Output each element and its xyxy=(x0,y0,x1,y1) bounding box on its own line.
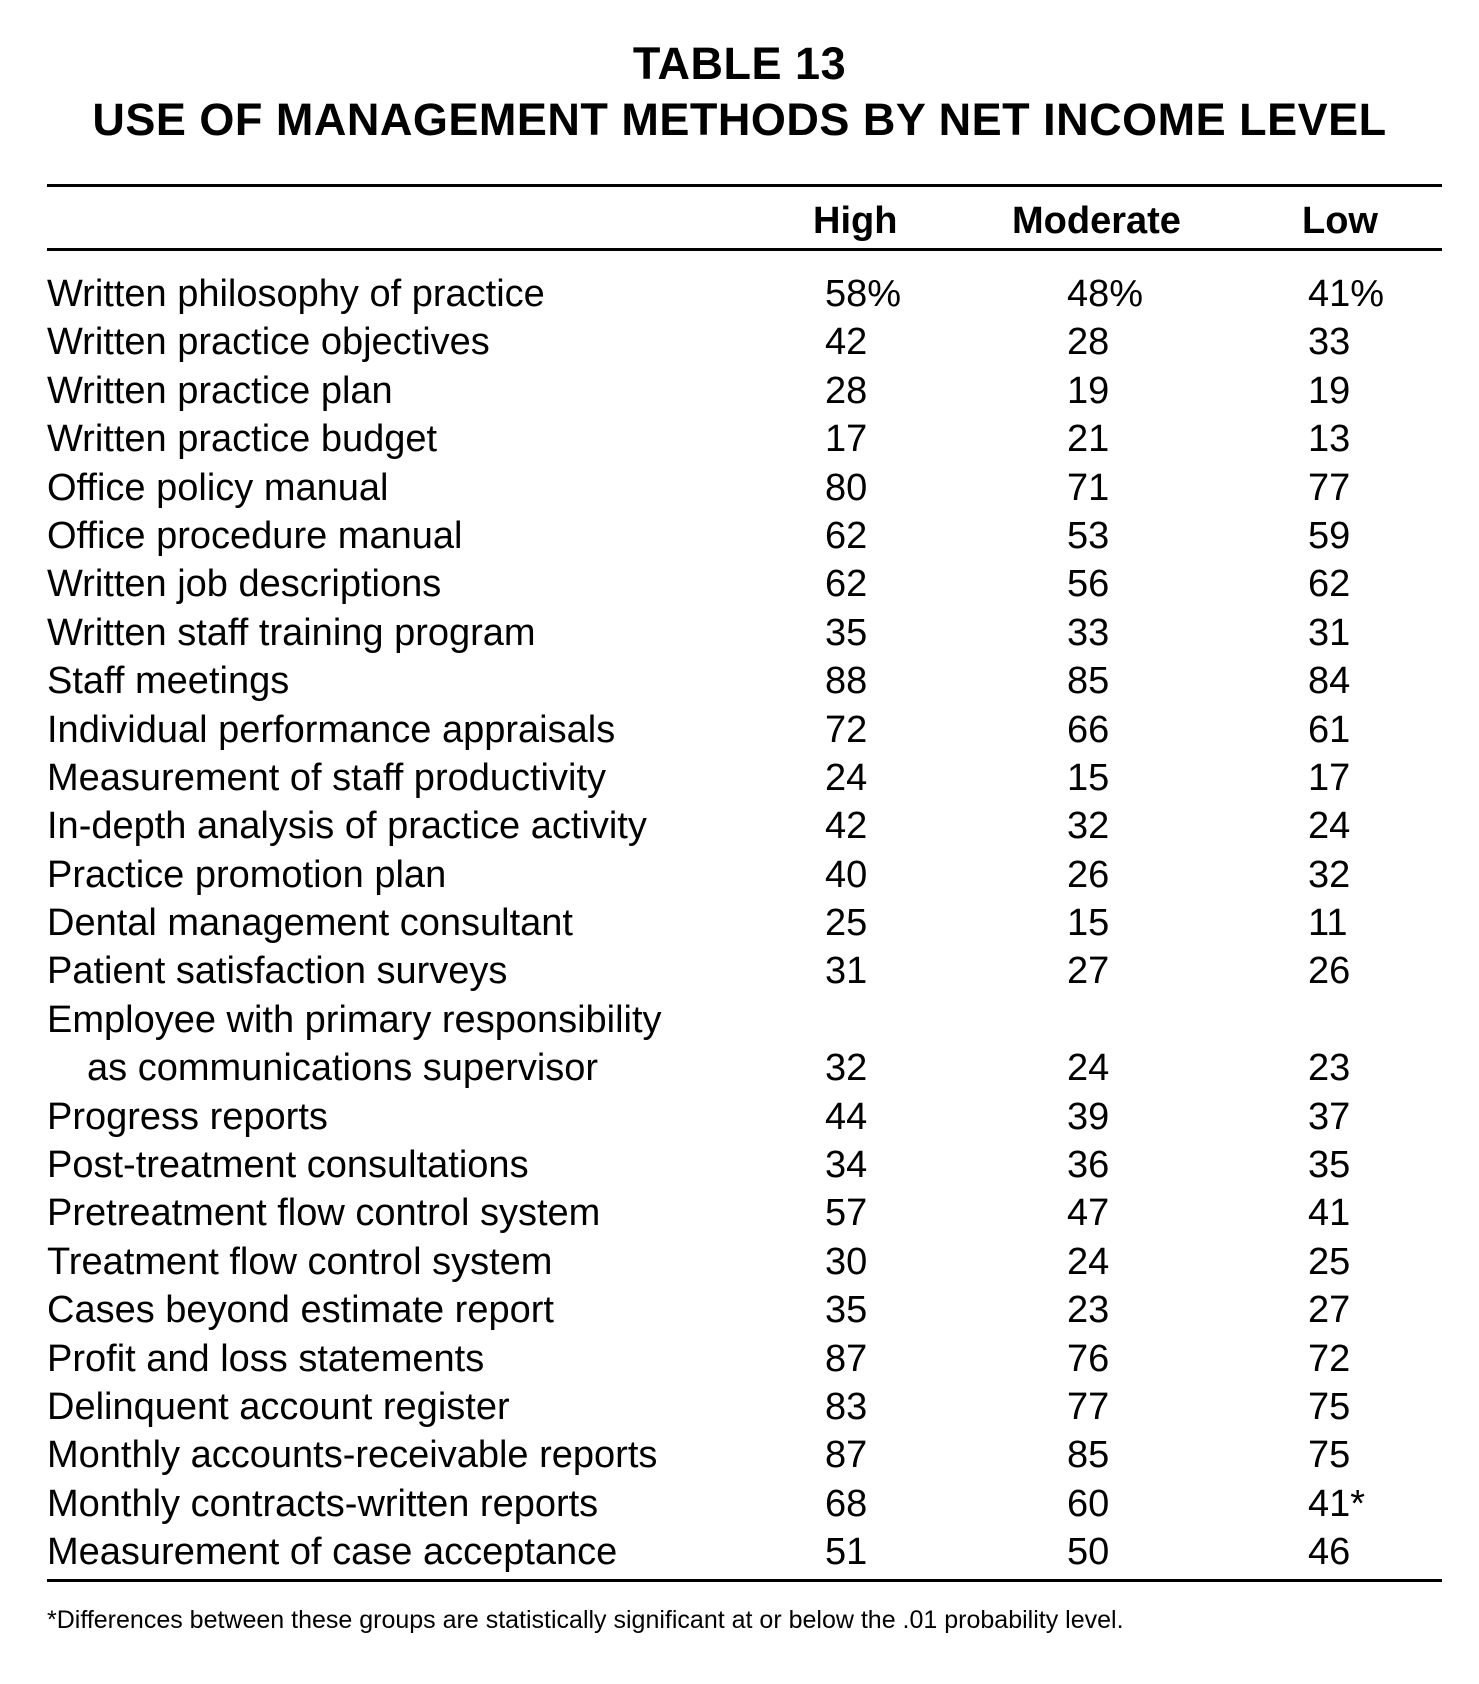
value-high: 40 xyxy=(825,853,868,896)
value-high: 88 xyxy=(825,660,868,703)
value-moderate: 15 xyxy=(1067,756,1110,799)
value-moderate: 23 xyxy=(1067,1289,1110,1332)
row-label xyxy=(47,560,441,608)
value-low: 77 xyxy=(1308,466,1351,509)
value-low: 72 xyxy=(1308,1337,1351,1380)
value-moderate: 39 xyxy=(1067,1095,1110,1138)
value-low: 23 xyxy=(1308,1047,1351,1090)
value-low: 17 xyxy=(1308,756,1351,799)
value-moderate: 53 xyxy=(1067,514,1110,557)
value-high: 72 xyxy=(825,708,868,751)
value-moderate: 48% xyxy=(1067,272,1144,315)
value-moderate: 85 xyxy=(1067,1434,1110,1477)
value-high: 25 xyxy=(825,902,868,945)
value-moderate: 50 xyxy=(1067,1531,1110,1574)
value-high: 68 xyxy=(825,1482,868,1525)
value-low: 35 xyxy=(1308,1144,1351,1187)
value-low: 25 xyxy=(1308,1240,1351,1283)
value-moderate: 33 xyxy=(1067,611,1110,654)
row-label-line: Written practice budget xyxy=(47,418,438,461)
value-moderate: 47 xyxy=(1067,1192,1110,1235)
row-label-line: Delinquent account register xyxy=(47,1386,510,1428)
value-low: 75 xyxy=(1308,1385,1351,1428)
table-row xyxy=(47,512,1442,560)
column-header-low: Low xyxy=(1302,200,1378,242)
table-row xyxy=(47,802,1442,850)
value-moderate: 19 xyxy=(1067,369,1110,412)
value-low: 59 xyxy=(1308,514,1351,557)
value-high: 42 xyxy=(825,321,868,364)
row-label-line: In-depth analysis of practice activity xyxy=(47,805,647,848)
value-moderate: 56 xyxy=(1067,563,1110,606)
value-high: 62 xyxy=(825,563,868,606)
value-low: 24 xyxy=(1308,805,1351,848)
value-moderate: 24 xyxy=(1067,1240,1110,1283)
table-row xyxy=(47,318,1442,366)
row-label-line: Dental management consultant xyxy=(47,902,573,945)
row-label-line: Pretreatment flow control system xyxy=(47,1192,601,1235)
value-low: 61 xyxy=(1308,708,1351,751)
table-row xyxy=(47,947,1442,995)
value-low: 75 xyxy=(1308,1434,1351,1477)
value-moderate: 76 xyxy=(1067,1337,1110,1380)
value-high: 87 xyxy=(825,1434,868,1477)
value-moderate: 71 xyxy=(1067,466,1110,509)
table-number: TABLE 13 xyxy=(632,38,847,89)
footnote: *Differences between these groups are statistically significant at or below the .01 probability level. xyxy=(47,1606,1124,1634)
row-label xyxy=(47,1383,510,1431)
row-label xyxy=(47,415,437,463)
row-label xyxy=(47,657,289,705)
row-label-line: Monthly contracts-written reports xyxy=(47,1482,599,1525)
value-high: 62 xyxy=(825,514,868,557)
row-label-line: Written philosophy of practice xyxy=(47,273,545,315)
value-moderate: 66 xyxy=(1067,708,1110,751)
value-high: 58% xyxy=(825,272,902,315)
value-low: 41* xyxy=(1308,1482,1366,1525)
value-moderate: 85 xyxy=(1067,660,1110,703)
table-row xyxy=(47,706,1442,754)
row-label xyxy=(47,1528,617,1576)
value-high: 35 xyxy=(825,611,868,654)
table-row xyxy=(47,1093,1442,1141)
row-label xyxy=(47,899,573,947)
row-label-line: Office procedure manual xyxy=(47,514,463,557)
value-low: 26 xyxy=(1308,950,1351,993)
value-high: 17 xyxy=(825,418,868,461)
row-label xyxy=(47,367,393,415)
value-high: 30 xyxy=(825,1240,868,1283)
value-low: 32 xyxy=(1308,853,1351,896)
value-low: 27 xyxy=(1308,1289,1351,1332)
row-label xyxy=(47,1238,552,1286)
row-label-line: Employee with primary responsibility xyxy=(47,998,662,1041)
value-moderate: 60 xyxy=(1067,1482,1110,1525)
row-label xyxy=(47,1431,657,1479)
row-label-line: Staff meetings xyxy=(47,660,290,703)
row-label xyxy=(47,464,388,512)
table-title: USE OF MANAGEMENT METHODS BY NET INCOME LEVEL xyxy=(92,94,1387,145)
value-moderate: 36 xyxy=(1067,1144,1110,1187)
value-moderate: 28 xyxy=(1067,321,1110,364)
value-moderate: 24 xyxy=(1067,1047,1110,1090)
table-body xyxy=(47,270,1442,1577)
row-label xyxy=(47,1286,554,1334)
bottom-rule xyxy=(47,1579,1442,1582)
row-label xyxy=(47,706,615,754)
row-label-line: Cases beyond estimate report xyxy=(47,1289,554,1332)
value-low: 62 xyxy=(1308,563,1351,606)
value-high: 42 xyxy=(825,805,868,848)
value-moderate: 15 xyxy=(1067,902,1110,945)
row-label-line: Written staff training program xyxy=(47,611,536,654)
value-high: 32 xyxy=(825,1047,868,1090)
row-label-line: Practice promotion plan xyxy=(47,853,447,896)
row-label xyxy=(47,318,490,366)
table-row xyxy=(47,1335,1442,1383)
row-label-line: Post-treatment consultations xyxy=(47,1144,529,1187)
value-moderate: 77 xyxy=(1067,1385,1110,1428)
value-high: 34 xyxy=(825,1144,868,1187)
table-row xyxy=(47,367,1442,415)
table-row xyxy=(47,464,1442,512)
row-label-line: Treatment flow control system xyxy=(47,1240,553,1283)
table-row xyxy=(47,1431,1442,1479)
value-moderate: 26 xyxy=(1067,853,1110,896)
row-label xyxy=(47,754,606,802)
value-high: 28 xyxy=(825,369,868,412)
row-label-line: Measurement of staff productivity xyxy=(47,756,606,799)
row-label xyxy=(47,609,536,657)
row-label xyxy=(47,512,462,560)
table-row xyxy=(47,1189,1442,1237)
table-row xyxy=(47,415,1442,463)
table-row xyxy=(47,1238,1442,1286)
value-high: 83 xyxy=(825,1385,868,1428)
value-low: 11 xyxy=(1308,902,1348,945)
value-high: 80 xyxy=(825,466,868,509)
row-label-line: Office policy manual xyxy=(47,466,389,509)
value-low: 37 xyxy=(1308,1095,1351,1138)
value-low: 19 xyxy=(1308,369,1351,412)
row-label xyxy=(47,1189,600,1237)
column-header-high: High xyxy=(813,200,898,242)
row-label-line: Patient satisfaction surveys xyxy=(47,950,508,993)
table-row xyxy=(47,657,1442,705)
row-label xyxy=(47,947,507,995)
table-row xyxy=(47,851,1442,899)
value-high: 24 xyxy=(825,756,868,799)
top-rule xyxy=(47,184,1442,187)
row-label-line: Monthly accounts-receivable reports xyxy=(47,1434,658,1477)
table-row xyxy=(47,754,1442,802)
value-low: 31 xyxy=(1308,611,1351,654)
value-low: 84 xyxy=(1308,660,1351,703)
table-row xyxy=(47,1141,1442,1189)
row-label-continuation: as communications supervisor xyxy=(87,1047,599,1090)
row-label xyxy=(47,1093,328,1141)
row-label-line: Profit and loss statements xyxy=(47,1337,485,1380)
table-row xyxy=(47,1383,1442,1431)
row-label xyxy=(47,1141,529,1189)
value-low: 41% xyxy=(1308,272,1385,315)
row-label-line: Individual performance appraisals xyxy=(47,708,616,751)
row-label-line: Measurement of case acceptance xyxy=(47,1531,618,1574)
row-label-line: Progress reports xyxy=(47,1095,328,1138)
value-moderate: 21 xyxy=(1067,418,1110,461)
value-low: 13 xyxy=(1308,418,1351,461)
value-low: 33 xyxy=(1308,321,1351,364)
row-label xyxy=(47,270,545,318)
table-row xyxy=(47,899,1442,947)
row-label-line: Written practice plan xyxy=(47,369,393,412)
column-header-moderate: Moderate xyxy=(1012,200,1181,242)
value-high: 57 xyxy=(825,1192,868,1235)
row-label xyxy=(47,851,446,899)
table-row xyxy=(47,560,1442,608)
value-high: 35 xyxy=(825,1289,868,1332)
header-rule xyxy=(47,248,1442,251)
table-row xyxy=(47,609,1442,657)
row-label-line: Written practice objectives xyxy=(47,321,490,364)
row-label xyxy=(47,802,647,850)
row-label xyxy=(47,1480,598,1528)
table-row xyxy=(47,1528,1442,1576)
value-moderate: 32 xyxy=(1067,805,1110,848)
value-high: 87 xyxy=(825,1337,868,1380)
row-label-line: Written job descriptions xyxy=(47,563,442,606)
table-row xyxy=(47,1286,1442,1334)
value-high: 51 xyxy=(825,1531,868,1574)
table-row xyxy=(47,996,1442,1093)
row-label xyxy=(47,996,662,1093)
value-high: 31 xyxy=(825,950,868,993)
value-high: 44 xyxy=(825,1095,868,1138)
table-row xyxy=(47,1480,1442,1528)
value-low: 41 xyxy=(1308,1192,1351,1235)
row-label xyxy=(47,1335,484,1383)
value-low: 46 xyxy=(1308,1531,1351,1574)
table-row xyxy=(47,270,1442,318)
value-moderate: 27 xyxy=(1067,950,1110,993)
